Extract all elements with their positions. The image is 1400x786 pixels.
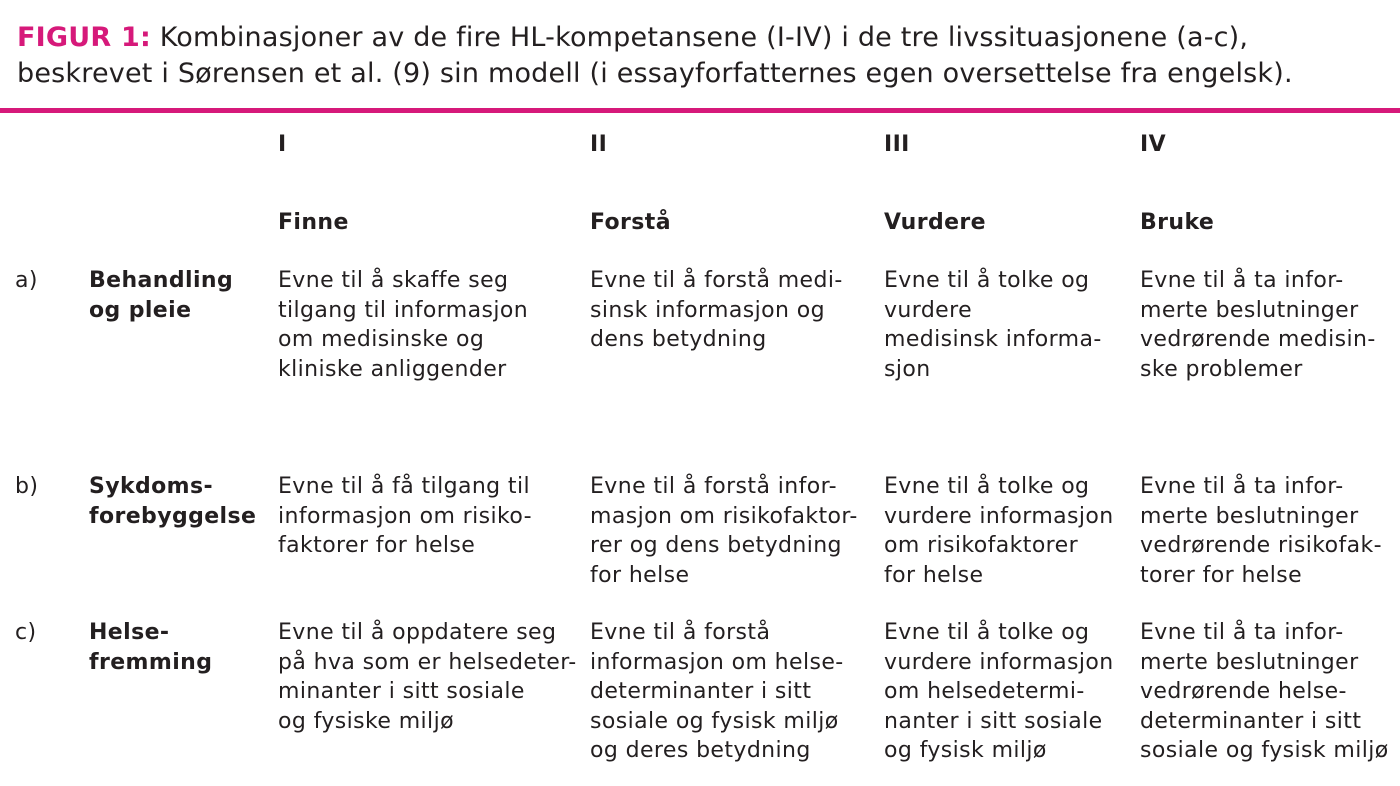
row-letter-b: b) [15,474,39,499]
column-heading-finne: Finne [278,210,349,235]
table-cell-b-1: Evne til å få tilgang til informasjon om risiko- faktorer for helse [278,474,532,558]
row-letter-a: a) [15,268,38,293]
column-numeral-i: I [278,132,287,157]
table-cell-b-2: Evne til å forstå infor- masjon om risikofaktor- rer og dens betydning for helse [590,474,858,588]
table-cell-c-2: Evne til å forstå informasjon om helse- determinanter i sitt sosiale og fysisk miljø og deres betydning [590,620,844,763]
column-numeral-iii: III [884,132,910,157]
column-numeral-ii: II [590,132,608,157]
divider-rule [0,108,1400,113]
column-heading-bruke: Bruke [1140,210,1215,235]
table-cell-c-4: Evne til å ta infor- merte beslutninger vedrørende helse- determinanter i sitt sosiale og fysisk miljø [1140,620,1389,763]
row-label-sykdomsforebyggelse: Sykdoms- forebyggelse [89,474,257,529]
table-cell-b-3: Evne til å tolke og vurdere informasjon om risikofaktorer for helse [884,474,1114,588]
row-letter-c: c) [15,620,37,645]
figure-caption-text: Kombinasjoner av de fire HL-kompetansene (I-IV) i de tre livssituasjonene (a-c), beskrevet i Sørensen et al. (9) sin modell (i essayforfatternes egen oversettelse fra engelsk). [17,22,1293,89]
table-cell-c-3: Evne til å tolke og vurdere informasjon om helsedetermi- nanter i sitt sosiale og fysisk miljø [884,620,1114,763]
column-heading-forsta: Forstå [590,210,671,235]
row-label-helsefremming: Helse- fremming [89,620,213,675]
table-cell-b-4: Evne til å ta infor- merte beslutninger vedrørende risikofak- torer for helse [1140,474,1383,588]
table-cell-a-2: Evne til å forstå medi- sinsk informasjon og dens betydning [590,268,843,352]
figure-label: FIGUR 1: [17,22,151,53]
table-cell-a-4: Evne til å ta infor- merte beslutninger vedrørende medisin- ske problemer [1140,268,1376,382]
figure-caption [17,20,1387,92]
column-heading-vurdere: Vurdere [884,210,986,235]
row-label-behandling: Behandling og pleie [89,268,234,323]
table-cell-c-1: Evne til å oppdatere seg på hva som er helsedeter- minanter i sitt sosiale og fysiske miljø [278,620,577,734]
table-cell-a-3: Evne til å tolke og vurdere medisinsk informa- sjon [884,268,1102,382]
column-numeral-iv: IV [1140,132,1167,157]
table-cell-a-1: Evne til å skaffe seg tilgang til informasjon om medisinske og kliniske anliggender [278,268,529,382]
